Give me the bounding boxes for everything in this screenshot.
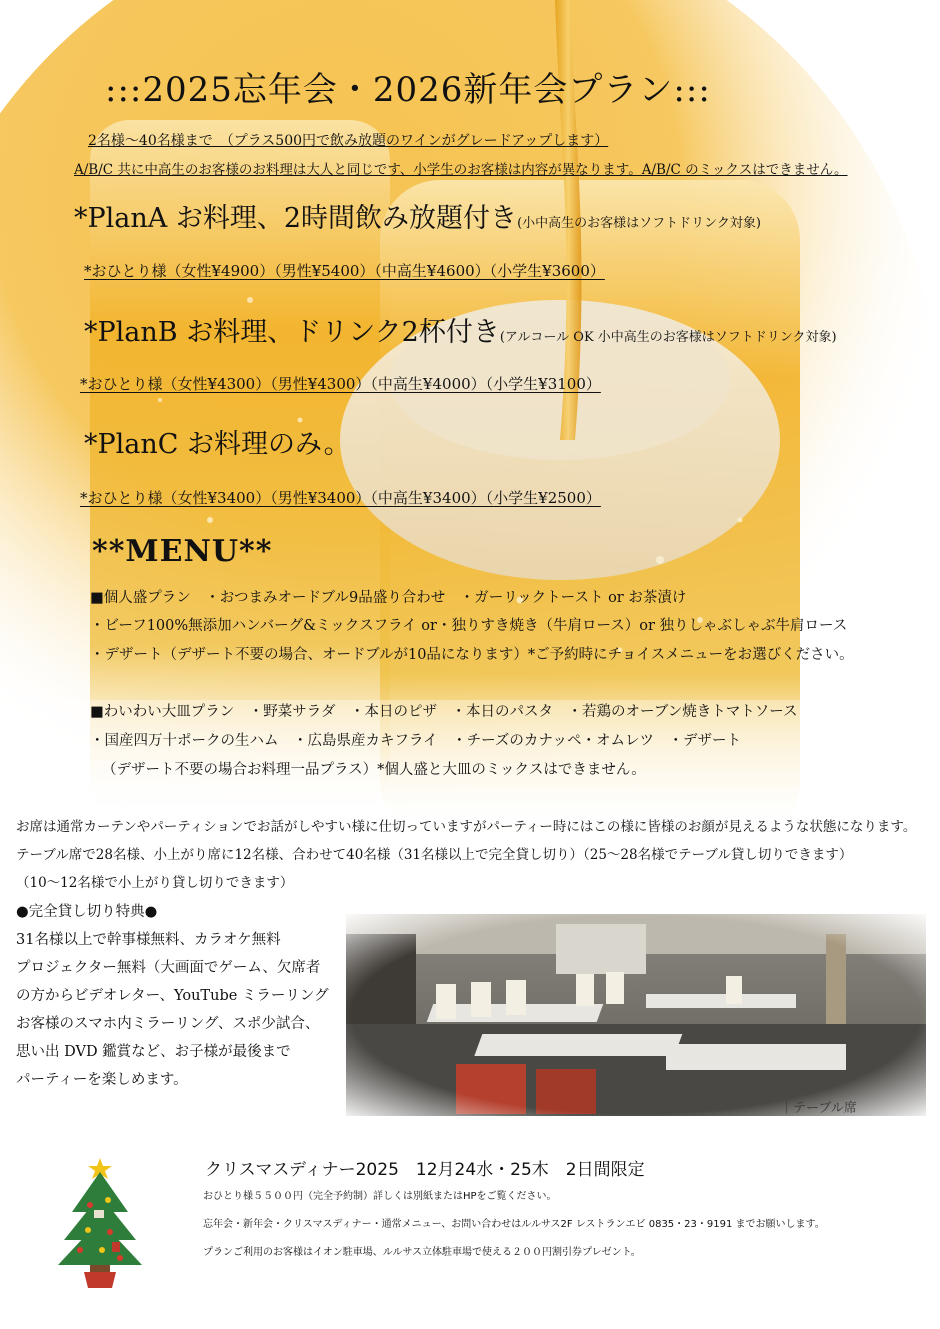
menu-line-3: ・デザート（デザート不要の場合、オードブルが10品になります）*ご予約時にチョイスメニューをお選びください。 xyxy=(90,647,854,663)
menu-heading: **MENU** xyxy=(92,534,273,569)
bonus-line: の方からビデオレター、YouTube ミラーリング xyxy=(16,988,329,1004)
plan-b-title: *PlanB お料理、ドリンク2杯付き xyxy=(84,317,500,348)
plan-a-title: *PlanA お料理、2時間飲み放題付き xyxy=(74,203,518,234)
page-title: :::2025忘年会・2026新年会プラン::: xyxy=(105,70,711,110)
menu-line-1: ■個人盛プラン ・おつまみオードブル9品盛り合わせ ・ガーリックトースト or お茶漬け xyxy=(90,590,687,606)
intro-line-1: 2名様～40名様まで （プラス500円で飲み放題のワインがグレードアップします） xyxy=(88,133,609,149)
christmas-tree-illustration xyxy=(50,1150,150,1290)
bonus-line: お客様のスマホ内ミラーリング、スポ少試合、 xyxy=(16,1016,320,1032)
christmas-line-1: おひとり様５５００円（完全予約制）詳しくは別紙またはHPをご覧ください。 xyxy=(203,1191,557,1202)
bonus-line: パーティーを楽しめます。 xyxy=(16,1072,188,1088)
photo-caption: ｜テーブル席 xyxy=(780,1101,857,1116)
seating-line-1: お席は通常カーテンやパーティションでお話がしやすい様に仕切っていますがパーティー時にはこの様に皆様のお顔が見えるような状態になります。 xyxy=(16,819,917,835)
plan-c-title: *PlanC お料理のみ。 xyxy=(84,429,351,460)
plan-a-heading xyxy=(74,196,761,235)
menu-line-7: （デザート不要の場合お料理一品プラス）*個人盛と大皿のミックスはできません。 xyxy=(102,762,646,778)
plan-b-note: (アルコール OK 小中高生のお客様はソフトドリンク対象) xyxy=(499,330,837,345)
bonus-line: 思い出 DVD 鑑賞など、お子様が最後まで xyxy=(16,1044,291,1060)
christmas-line-3: プランご利用のお客様はイオン駐車場、ルルサス立体駐車場で使える２００円割引券プレゼント。 xyxy=(203,1247,641,1258)
intro-line-2: A/B/C 共に中高生のお客様のお料理は大人と同じです、小学生のお客様は内容が異なります。A/B/C のミックスはできません。 xyxy=(74,162,848,178)
bonus-line: プロジェクター無料（大画面でゲーム、欠席者 xyxy=(16,960,321,976)
plan-c-heading xyxy=(84,422,351,461)
plan-b-price: *おひとり様（女性¥4300）（男性¥4300）（中高生¥4000）（小学生¥3100） xyxy=(80,375,601,393)
menu-line-5: ■わいわい大皿プラン ・野菜サラダ ・本日のピザ ・本日のパスタ ・若鶏のオーブン焼きトマトソース xyxy=(90,704,798,720)
plan-b-heading xyxy=(84,310,837,349)
menu-line-6: ・国産四万十ポークの生ハム ・広島県産カキフライ ・チーズのカナッペ・オムレツ ・デザート xyxy=(90,733,742,749)
christmas-title: クリスマスディナー2025 12月24水・25木 2日間限定 xyxy=(205,1160,645,1180)
bonus-line: 31名様以上で幹事様無料、カラオケ無料 xyxy=(16,932,281,948)
bonus-heading: ●完全貸し切り特典● xyxy=(16,904,158,920)
plan-c-price: *おひとり様（女性¥3400）（男性¥3400）（中高生¥3400）（小学生¥2500） xyxy=(80,489,601,507)
plan-a-note: (小中高生のお客様はソフトドリンク対象) xyxy=(517,216,761,231)
christmas-line-2: 忘年会・新年会・クリスマスディナー・通常メニュー、お問い合わせはルルサス2F レストランエビ 0835・23・9191 までお願いします。 xyxy=(203,1219,825,1230)
seating-line-2: テーブル席で28名様、小上がり席に12名様、合わせて40名様（31名様以上で完全貸し切り）（25～28名様でテーブル貸し切りできます） xyxy=(16,847,853,863)
plan-a-price: *おひとり様（女性¥4900）（男性¥5400）（中高生¥4600）（小学生¥3600） xyxy=(84,262,605,280)
restaurant-interior-photo xyxy=(346,914,926,1116)
menu-line-2: ・ビーフ100%無添加ハンバーグ&ミックスフライ or・独りすき焼き（牛肩ロース）or 独りしゃぶしゃぶ牛肩ロース xyxy=(90,618,848,634)
seating-line-3: （10～12名様で小上がり貸し切りできます） xyxy=(16,875,294,891)
